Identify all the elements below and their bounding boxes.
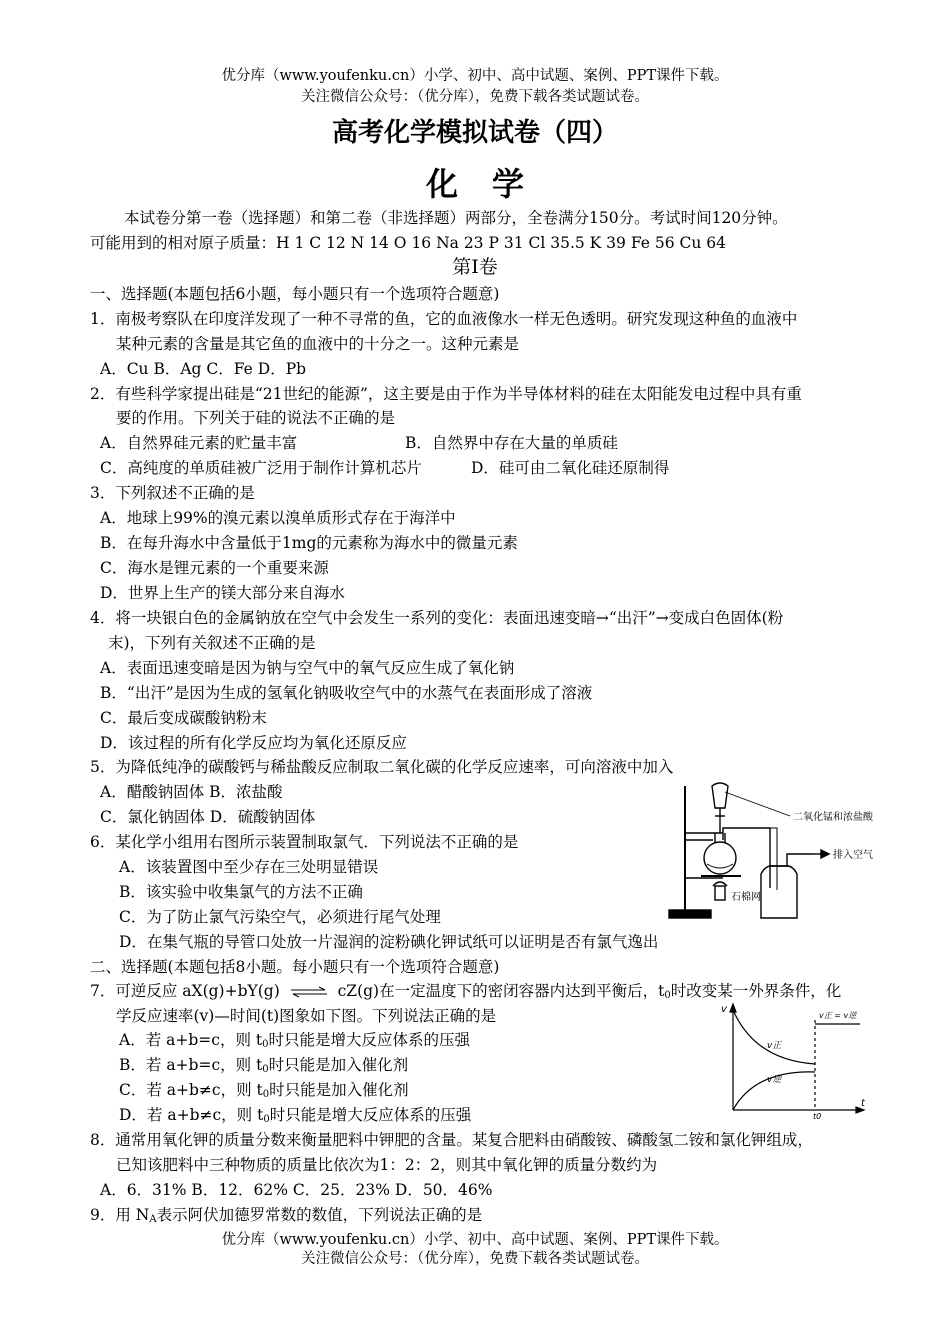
q4-stem-line-1: 4．将一块银白色的金属钠放在空气中会发生一系列的变化：表面迅速变暗→“出汗”→变成白色固体(粉: [90, 609, 784, 627]
q7-stem-end: 时改变某一外界条件，化: [670, 982, 842, 1000]
section-2-heading: 二、选择题(本题包括8小题。每小题只有一个选项符合题意): [90, 958, 500, 976]
q1-stem-line-1: 1．南极考察队在印度洋发现了一种不寻常的鱼，它的血液像水一样无色透明。研究发现这种鱼的血液中: [90, 310, 798, 328]
q6-option-a: A．该装置图中至少存在三处明显错误: [119, 858, 379, 876]
q9-stem: 9．用 $N_A$表示阿伏加德罗常数的数值，下列说法正确的是: [90, 1206, 483, 1225]
q6-option-b: B．该实验中收集氯气的方法不正确: [119, 883, 363, 901]
q6-stem: 6．某化学小组用右图所示装置制取氯气．下列说法不正确的是: [90, 833, 519, 851]
intro-text: 本试卷分第一卷（选择题）和第二卷（非选择题）两部分，全卷满分150分。考试时间120分钟。: [124, 209, 788, 227]
q7-option-b: B．若 a+b=c，则 $t_0$时只能是加入催化剂: [119, 1056, 409, 1075]
q3-option-c: C．海水是锂元素的一个重要来源: [100, 559, 329, 577]
header-line-1: 优分库（www.youfenku.cn）小学、初中、高中试题、案例、PPT课件下载。: [221, 68, 729, 84]
rate-time-graph: [715, 1000, 870, 1120]
q4-option-d: D．该过程的所有化学反应均为氧化还原反应: [100, 734, 407, 752]
q7-option-a: A．若 a+b=c，则 $t_0$时只能是增大反应体系的压强: [119, 1031, 470, 1050]
subject-title: 化学: [425, 165, 558, 203]
q7-option-d: D．若 a+b≠c，则 $t_0$时只能是增大反应体系的压强: [119, 1106, 472, 1125]
footer-line-1: 优分库（www.youfenku.cn）小学、初中、高中试题、案例、PPT课件下载。: [221, 1232, 729, 1248]
q7-stem-line-2: 学反应速率(v)—时间(t)图象如下图。下列说法正确的是: [116, 1007, 497, 1025]
q5-options-ab: A．醋酸钠固体 B．浓盐酸: [100, 783, 283, 801]
reversible-arrow-icon: [289, 986, 329, 998]
q4-option-a: A．表面迅速变暗是因为钠与空气中的氧气反应生成了氧化钠: [100, 659, 515, 677]
q2-option-d: D．硅可由二氧化硅还原制得: [471, 459, 670, 477]
header-line-2: 关注微信公众号：（优分库），免费下载各类试题试卷。: [301, 89, 649, 105]
graph-forward-label: v正: [767, 1041, 782, 1051]
page-title: 高考化学模拟试卷（四）: [331, 118, 618, 148]
q7-option-c: C．若 a+b≠c，则 $t_0$时只能是加入催化剂: [119, 1081, 409, 1100]
q3-option-b: B．在每升海水中含量低于1mg的元素称为海水中的微量元素: [100, 534, 518, 552]
volume-heading: 第Ⅰ卷: [452, 256, 498, 278]
q2-stem-line-1: 2．有些科学家提出硅是“21世纪的能源”，这主要是由于作为半导体材料的硅在太阳能发电过程中具有重: [90, 385, 802, 403]
q4-option-c: C．最后变成碳酸钠粉末: [100, 709, 267, 727]
graph-equal-label: v正 = v逆: [819, 1011, 857, 1020]
atomic-masses: 可能用到的相对原子质量：H 1 C 12 N 14 O 16 Na 23 P 31 Cl 35.5 K 39 Fe 56 Cu 64: [90, 234, 726, 252]
q5-options-cd: C．氯化钠固体 D．硫酸钠固体: [100, 808, 316, 826]
chlorine-apparatus-figure: [665, 778, 895, 923]
q2-option-a: A．自然界硅元素的贮量丰富: [100, 434, 298, 452]
graph-reverse-label: v逆: [767, 1075, 782, 1085]
q7-reaction-right: cZ(g)在一定温度下的密闭容器内达到平衡后，t: [337, 982, 665, 1000]
fig-label-gauze: 石棉网: [731, 892, 761, 903]
q1-options: A．Cu B．Ag C．Fe D．Pb: [100, 360, 307, 378]
q3-option-a: A．地球上99%的溴元素以溴单质形式存在于海洋中: [100, 509, 456, 527]
q4-option-b: B．“出汗”是因为生成的氢氧化钠吸收空气中的水蒸气在表面形成了溶液: [100, 684, 593, 702]
q2-option-c: C．高纯度的单质硅被广泛用于制作计算机芯片: [100, 459, 422, 477]
footer-line-2: 关注微信公众号：（优分库），免费下载各类试题试卷。: [301, 1251, 649, 1267]
q5-stem: 5．为降低纯净的碳酸钙与稀盐酸反应制取二氧化碳的化学反应速率，可向溶液中加入: [90, 758, 674, 776]
q8-stem-line-1: 8．通常用氧化钾的质量分数来衡量肥料中钾肥的含量。某复合肥料由硝酸铵、磷酸氢二铵和氯化钾组成，: [90, 1131, 813, 1149]
q2-option-b: B．自然界中存在大量的单质硅: [405, 434, 618, 452]
graph-y-label: v: [721, 1004, 727, 1015]
q3-option-d: D．世界上生产的镁大部分来自海水: [100, 584, 345, 602]
q6-option-d: D．在集气瓶的导管口处放一片湿润的淀粉碘化钾试纸可以证明是否有氯气逸出: [119, 933, 659, 951]
q3-stem: 3．下列叙述不正确的是: [90, 484, 255, 502]
section-1-heading: 一、选择题(本题包括6小题，每小题只有一个选项符合题意): [90, 285, 500, 303]
q7-t0-sub: 0: [664, 990, 671, 1001]
q8-stem-line-2: 已知该肥料中三种物质的质量比依次为1：2：2，则其中氧化钾的质量分数约为: [116, 1156, 658, 1174]
q8-options: A．6．31% B．12．62% C．25．23% D．50．46%: [100, 1181, 493, 1199]
q6-option-c: C．为了防止氯气污染空气，必须进行尾气处理: [119, 908, 441, 926]
q2-stem-line-2: 要的作用。下列关于硅的说法不正确的是: [116, 409, 396, 427]
fig-label-exhaust: 排入空气: [833, 850, 873, 861]
fig-label-reagent: 二氧化锰和浓盐酸: [793, 812, 873, 823]
q4-stem-line-2: 末)，下列有关叙述不正确的是: [108, 634, 316, 652]
q7-reaction-left: 7．可逆反应 aX(g)+bY(g): [90, 982, 280, 1000]
graph-x-label: t: [861, 1098, 865, 1109]
graph-t0-label: t0: [813, 1112, 822, 1120]
q1-stem-line-2: 某种元素的含量是其它鱼的血液中的十分之一。这种元素是: [116, 335, 520, 353]
